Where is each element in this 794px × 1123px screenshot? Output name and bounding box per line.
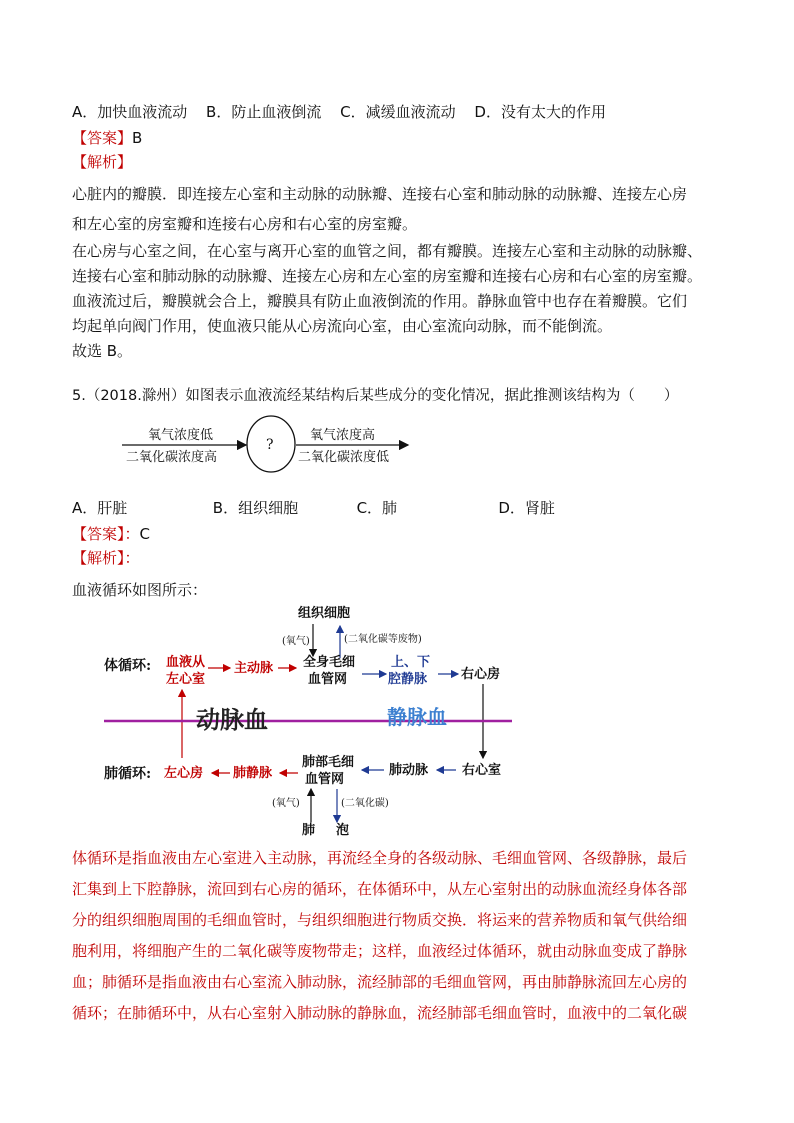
q5-explanation-line: 体循环是指血液由左心室进入主动脉，再流经全身的各级动脉、毛细血管网、各级静脉，最后	[72, 849, 688, 867]
q5-explanation-line: 胞利用，将细胞产生的二氧化碳等废物带走；这样，血液经过体循环，就由动脉血变成了静脉	[72, 942, 688, 960]
answer-tag: 【答案】：	[72, 525, 140, 543]
body-capillary-label: 全身毛细	[303, 655, 356, 670]
q4-analysis-line: 心脏内的瓣膜．即连接左心室和主动脉的动脉瓣、连接右心室和肺动脉的动脉瓣、连接左心房	[72, 185, 688, 203]
q5-option-c: C．肺	[356, 499, 398, 517]
center-question: ?	[266, 437, 274, 453]
oxygen-bottom-label: (氧气)	[272, 798, 300, 809]
q4-option-b: B．防止血液倒流	[206, 103, 322, 121]
q5-option-a: A．肝脏	[72, 499, 128, 517]
q5-explanation-line: 汇集到上下腔静脉，流回到右心房的循环，在体循环中，从左心室射出的动脉血流经身体各部	[72, 880, 688, 898]
q5-intro: 血液循环如图所示：	[72, 581, 208, 599]
q5-explanation-line: 循环；在肺循环中，从右心室射入肺动脉的静脉血，流经肺部毛细血管时，血液中的二氧化碳	[72, 1004, 688, 1022]
q5-options	[72, 498, 555, 518]
oxygen-top-label: (氧气)	[282, 636, 310, 647]
answer-value: C	[139, 525, 150, 543]
left-atrium-label: 左心房	[164, 766, 204, 781]
left-top-label: 氧气浓度低	[148, 428, 214, 443]
q5-option-d: D．肾脏	[498, 499, 555, 517]
right-bottom-label: 二氧化碳浓度低	[298, 450, 390, 465]
flow-diagram	[118, 414, 418, 474]
q4-analysis-line: 均起单向阀门作用，使血液只能从心房流向心室，由心室流向动脉，而不能倒流。	[72, 317, 613, 335]
q5-stem: 5.（2018.滁州）如图表示血液流经某结构后某些成分的变化情况，据此推测该结构为（ ）	[72, 388, 679, 404]
aorta-label: 主动脉	[234, 661, 274, 676]
left-ventricle-label: 左心室	[166, 672, 206, 687]
q4-analysis-line: 和左心室的房室瓣和连接右心房和右心室的房室瓣。	[72, 215, 418, 233]
q5-explanation-line: 分的组织细胞周围的毛细血管时，与组织细胞进行物质交换．将运来的营养物质和氧气供给细	[72, 911, 688, 929]
q5-analysis-tag: 【解析】：	[72, 549, 140, 567]
q4-analysis-line: 连接右心室和肺动脉的动脉瓣、连接左心房和左心室的房室瓣和连接右心房和右心室的房室瓣。	[72, 267, 703, 285]
lung-capillary-label-2: 血管网	[305, 772, 345, 787]
alveoli-label: 肺	[302, 823, 316, 838]
co2-waste-label: (二氧化碳等废物)	[344, 634, 422, 645]
q4-option-c: C．减缓血液流动	[340, 103, 456, 121]
blood-from-label: 血液从	[166, 655, 206, 670]
q4-option-a: A．加快血液流动	[72, 103, 188, 121]
right-top-label: 氧气浓度高	[310, 428, 376, 443]
pulmonary-label: 肺循环:	[104, 766, 152, 782]
right-atrium-label: 右心房	[461, 667, 501, 682]
alveoli-label-2: 泡	[336, 823, 350, 838]
q4-analysis-line: 故选 B。	[72, 342, 133, 360]
q5-option-b: B．组织细胞	[212, 499, 299, 517]
q4-analysis-line: 血液流过后，瓣膜就会合上，瓣膜具有防止血液倒流的作用。静脉血管中也存在着瓣膜。它们	[72, 292, 688, 310]
pulmonary-artery-label: 肺动脉	[389, 763, 429, 778]
q4-option-d: D．没有太大的作用	[474, 103, 606, 121]
answer-value: B	[132, 129, 143, 147]
vena-cava-label: 上、下	[391, 655, 431, 670]
arterial-blood-label: 动脉血	[196, 705, 268, 734]
left-bottom-label: 二氧化碳浓度高	[126, 450, 218, 465]
circulation-diagram	[100, 600, 520, 840]
tissue-cells-label: 组织细胞	[298, 606, 351, 621]
answer-tag: 【答案】	[72, 129, 133, 147]
co2-bottom-label: (二氧化碳)	[341, 798, 389, 809]
q5-answer	[72, 524, 150, 544]
lung-capillary-label: 肺部毛细	[302, 755, 355, 770]
body-capillary-label-2: 血管网	[308, 672, 348, 687]
q4-analysis-tag: 【解析】	[72, 153, 133, 171]
vena-cava-label-2: 腔静脉	[388, 672, 428, 687]
q5-explanation-line: 血；肺循环是指血液由右心室流入肺动脉，流经肺部的毛细血管网，再由肺静脉流回左心房的	[72, 973, 688, 991]
q4-options	[72, 102, 606, 122]
systemic-label: 体循环:	[104, 658, 152, 674]
right-ventricle-label: 右心室	[462, 763, 502, 778]
q4-analysis-line: 在心房与心室之间，在心室与离开心室的血管之间，都有瓣膜。连接左心室和主动脉的动脉瓣、	[72, 242, 703, 260]
pulmonary-vein-label: 肺静脉	[233, 766, 273, 781]
venous-blood-label: 静脉血	[387, 705, 447, 729]
q4-answer	[72, 128, 142, 148]
